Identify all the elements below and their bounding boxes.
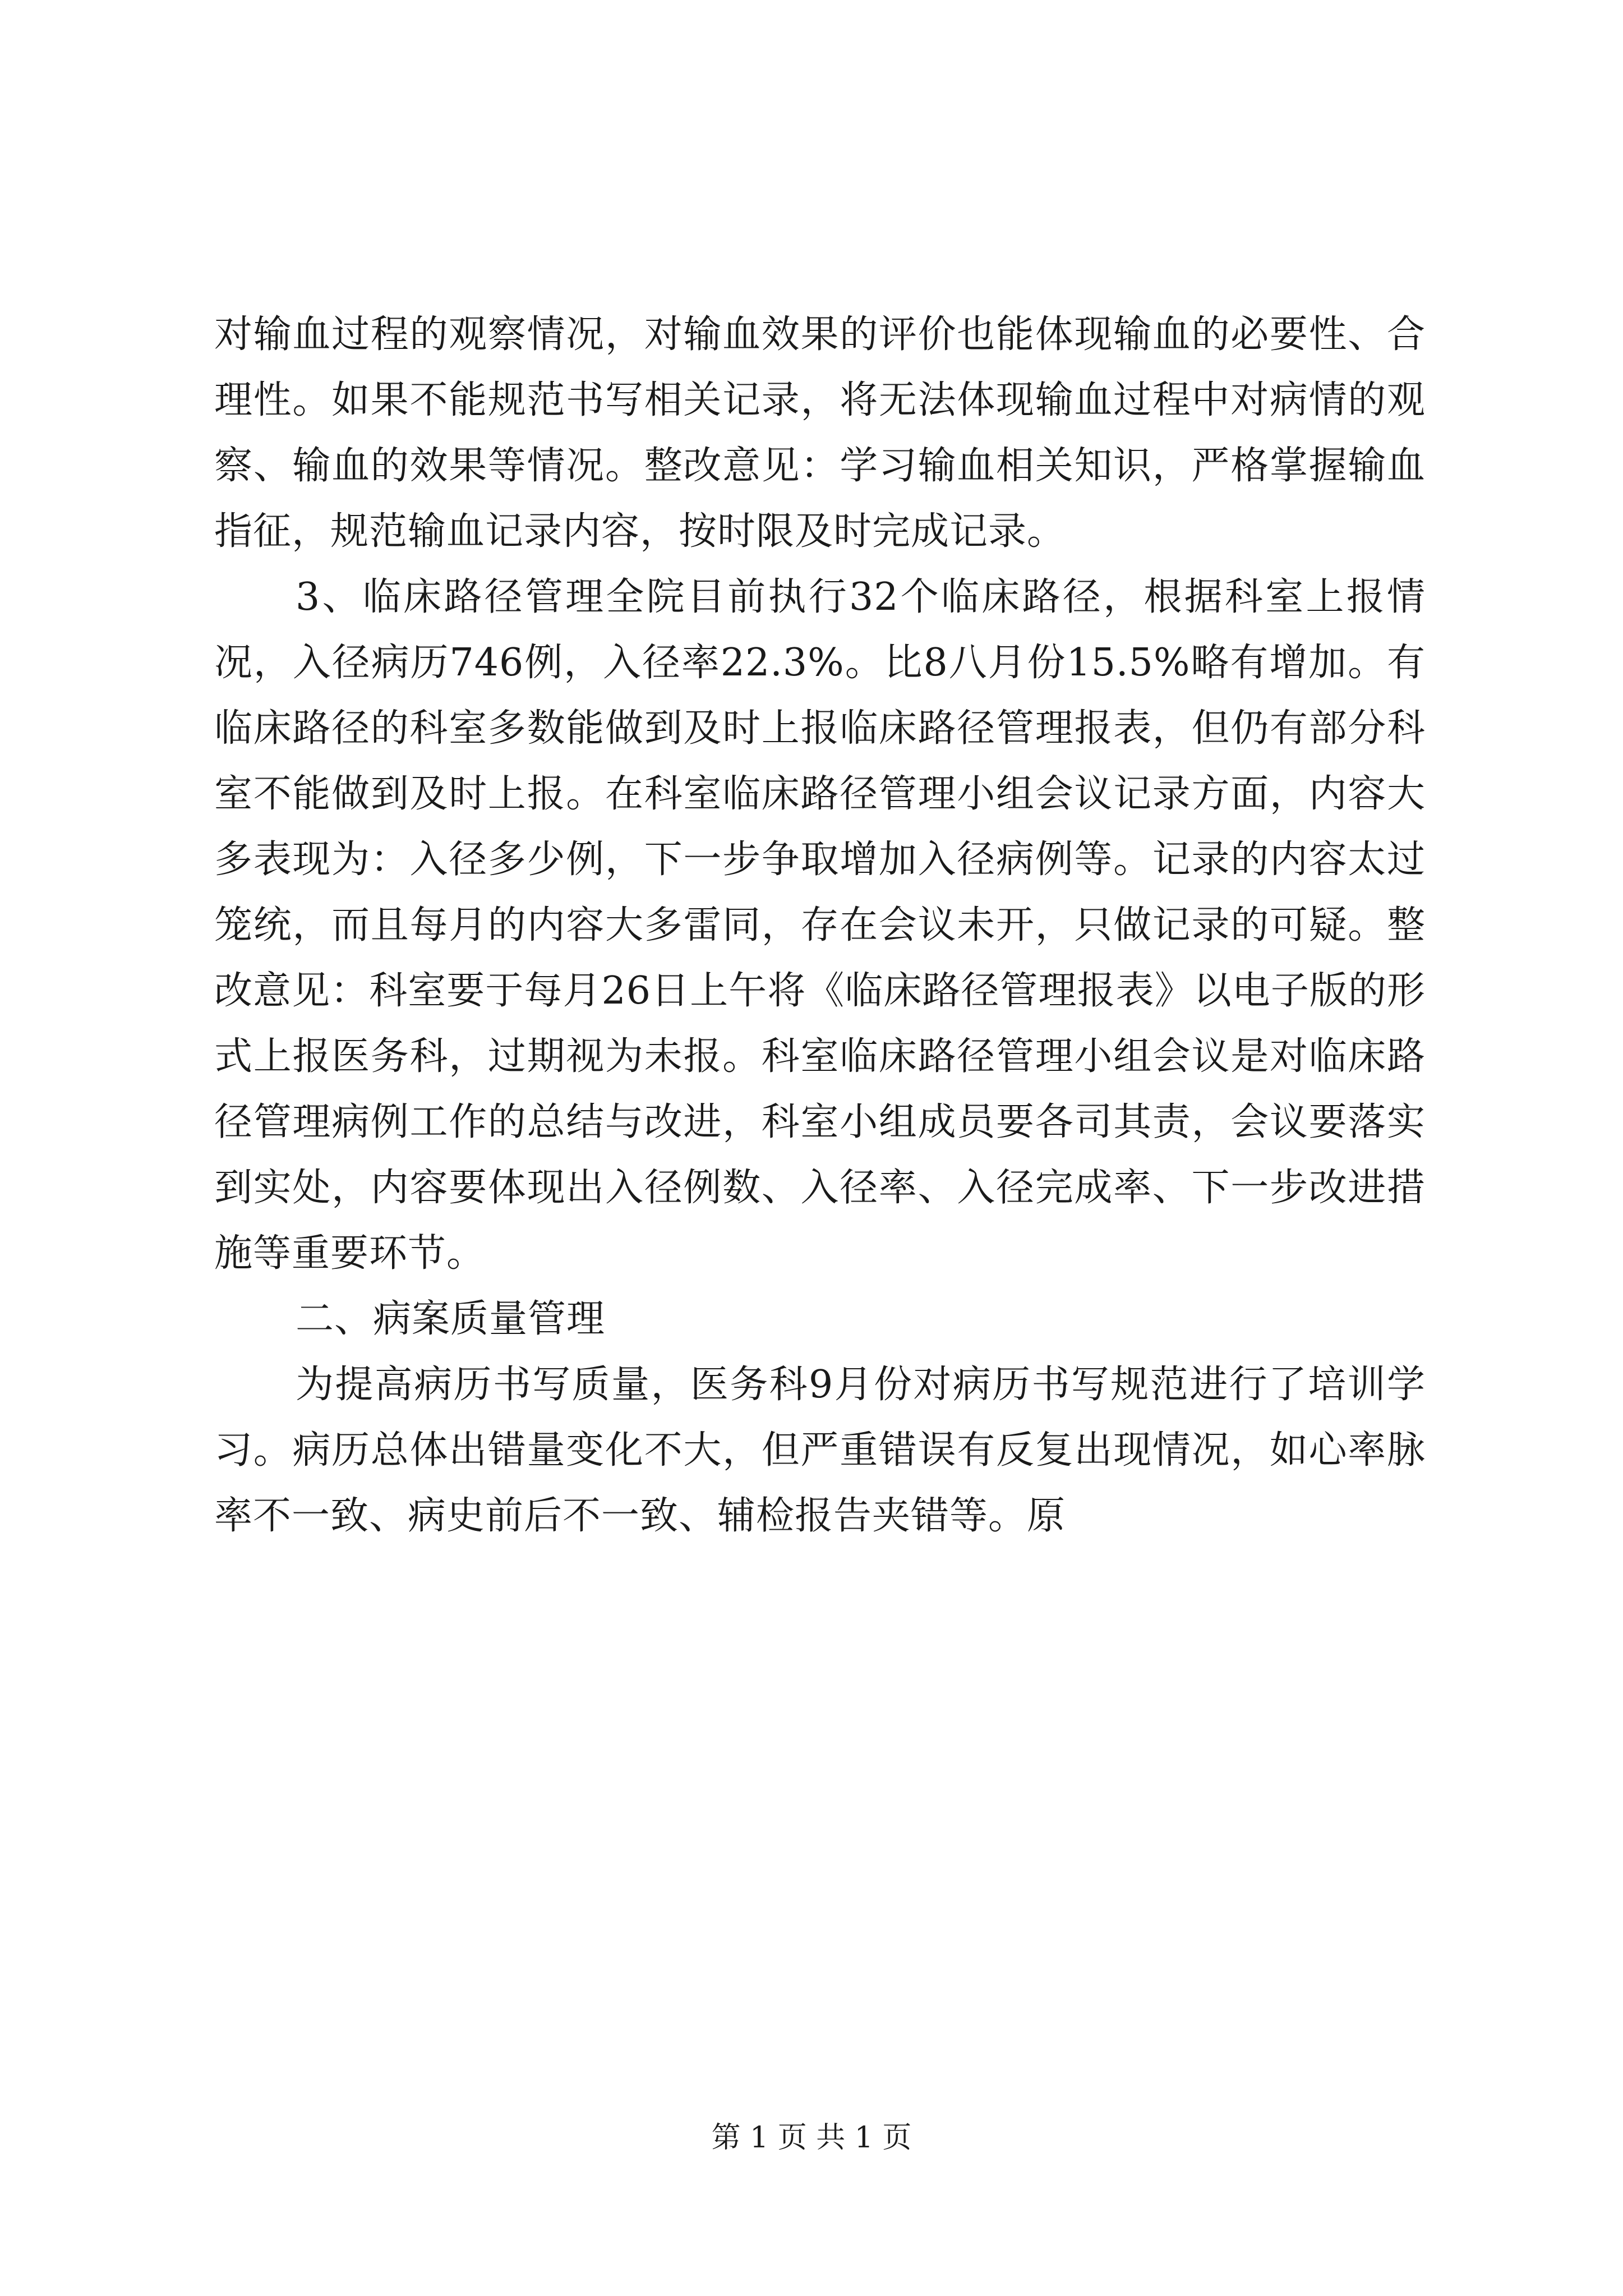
page-footer: 第 1 页 共 1 页	[711, 2121, 912, 2155]
section-heading-medical-records: 二、病案质量管理	[296, 1297, 606, 1341]
paragraph-clinical-pathway: 3、临床路径管理全院目前执行32个临床路径，根据科室上报情况，入径病历746例，入径率22.3%。比8八月份15.5%略有增加。有临床路径的科室多数能做到及时上报临床路径管理报表，但仍有部分科室不能做到及时上报。在科室临床路径管理小组会议记录方面，内容大多表现为：入径多少例，下一步争取增加入径病例等。记录的内容太过笼统，而且每月的内容大多雷同，存在会议未开，只做记录的可疑。整改意见：科室要于每月26日上午将《临床路径管理报表》以电子版的形式上报医务科，过期视为未报。科室临床路径管理小组会议是对临床路径管理病例工作的总结与改进，科室小组成员要各司其责，会议要落实到实处，内容要体现出入径例数、入径率、入径完成率、下一步改进措施等重要环节。	[214, 575, 1426, 1276]
paragraph-transfusion-records: 对输血过程的观察情况，对输血效果的评价也能体现输血的必要性、合理性。如果不能规范书写相关记录，将无法体现输血过程中对病情的观察、输血的效果等情况。整改意见：学习输血相关知识，严格掌握输血指征，规范输血记录内容，按时限及时完成记录。	[214, 312, 1426, 554]
document-body	[214, 302, 1426, 1549]
paragraph-medical-records-quality: 为提高病历书写质量，医务科9月份对病历书写规范进行了培训学习。病历总体出错量变化不大，但严重错误有反复出现情况，如心率脉率不一致、病史前后不一致、辅检报告夹错等。原	[214, 1363, 1426, 1538]
